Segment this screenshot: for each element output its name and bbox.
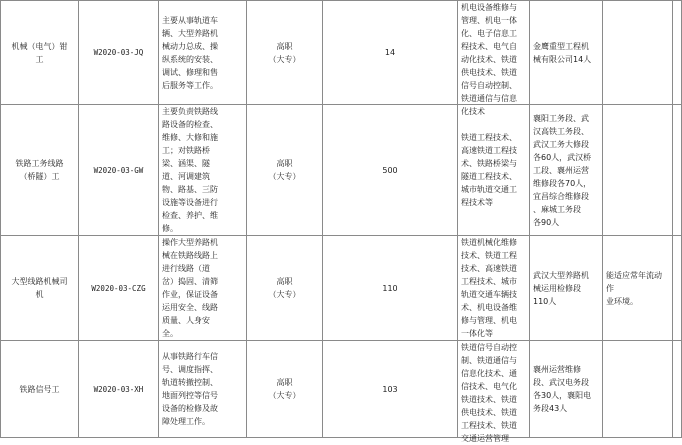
headcount: 103 <box>323 341 458 438</box>
education-level: 高职 （大专） <box>247 236 323 341</box>
job-description: 从事铁路行车信 号、调度指挥、 轨道转撤控制、 地面列控等信号 设备的检修及故 障处理工作。 <box>159 341 247 438</box>
headcount: 14 <box>323 1 458 105</box>
job-code: W2020-03-XH <box>79 341 159 438</box>
employer-units: 金鹰重型工程机 械有限公司14人 <box>530 1 603 105</box>
related-majors: 铁道工程技术、 高速铁道工程技 术、铁路桥梁与 隧道工程技术、 城市轨道交通工 程技术等 <box>458 105 530 236</box>
job-name: 铁路工务线路 （桥隧）工 <box>1 105 79 236</box>
education-level: 高职 （大专） <box>247 341 323 438</box>
table-row <box>1 105 682 236</box>
table-row <box>1 1 682 105</box>
job-name: 铁路信号工 <box>1 341 79 438</box>
headcount: 500 <box>323 105 458 236</box>
notes <box>603 105 673 236</box>
edge-column <box>673 236 682 341</box>
education-level: 高职 （大专） <box>247 1 323 105</box>
job-code: W2020-03-JQ <box>79 1 159 105</box>
related-majors: 铁道机械化维修 技术、铁道工程 技术、高速铁道 工程技术、城市 轨道交通车辆技 术、机电设备维 修与管理、机电 一体化等 <box>458 236 530 341</box>
related-majors-text: 铁道信号自动控 制、铁道通信与 信息化技术、通 信技术、电气化 铁道技术、铁道 供电技术、铁道 工程技术、铁道 交通运营管理 <box>461 343 517 443</box>
notes: 能适应常年流动作 业环境。 <box>603 236 673 341</box>
related-majors <box>458 341 530 443</box>
edge-column <box>673 341 682 438</box>
education-level: 高职 （大专） <box>247 105 323 236</box>
job-description: 操作大型养路机 械在铁路线路上 进行线路（道 岔）捣固、清筛 作业，保证设备 运用安全、线路 质量、人身安 全。 <box>159 236 247 341</box>
employer-units: 武汉大型养路机 械运用检修段 110人 <box>530 236 603 341</box>
notes <box>603 1 673 105</box>
employer-units: 襄州运营维修 段、武汉电务段 各30人，襄阳电 务段43人 <box>530 341 603 438</box>
table-row <box>1 236 682 341</box>
notes <box>603 341 673 438</box>
job-name: 大型线路机械司 机 <box>1 236 79 341</box>
job-code: W2020-03-GW <box>79 105 159 236</box>
job-description: 主要从事轨道车 辆、大型养路机 械动力总成、操 纵系统的安装、 调试、修理和售 后服务等工作。 <box>159 1 247 105</box>
edge-column <box>673 1 682 105</box>
employer-units: 襄阳工务段、武 汉高铁工务段、 武汉工务大修段 各60人，武汉桥 工段、襄州运营 维修段各70人， 宜昌综合维修段 、麻城工务段 各90人 <box>530 105 603 236</box>
related-majors <box>458 1 530 116</box>
headcount: 110 <box>323 236 458 341</box>
table-row <box>1 341 682 438</box>
job-code: W2020-03-CZG <box>79 236 159 341</box>
job-description: 主要负责铁路线 路设备的检查、 维修、大修和施 工；对铁路桥 梁、涵渠、隧 道、河调建筑 物、路基、三防 设施等设备进行 检查、养护、维 修。 <box>159 105 247 236</box>
job-name: 机械（电气）钳 工 <box>1 1 79 105</box>
related-majors-text: 机电设备维修与 管理、机电一体 化、电子信息工 程技术、电气自 动化技术、铁道 供电技术、铁道 信号自动控制、 铁道通信与信息 化技术 <box>461 3 517 116</box>
edge-column <box>673 105 682 236</box>
